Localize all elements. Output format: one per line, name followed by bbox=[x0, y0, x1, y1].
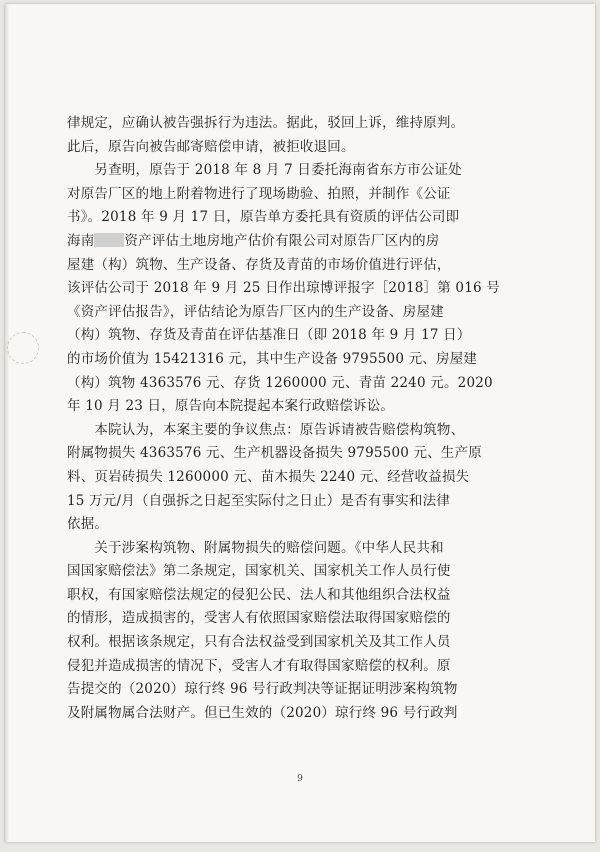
text-line: 书》。2018 年 9 月 17 日，原告单方委托具有资质的评估公司即 bbox=[67, 209, 460, 226]
text-line: （构）筑物 4363576 元、存货 1260000 元、青苗 2240 元。2020 bbox=[67, 374, 493, 391]
text-fragment: 资产评估土地房地产估价有限公司对原告厂区内的房 bbox=[124, 232, 440, 249]
text-line: 附属物损失 4363576 元、生产机器设备损失 9795500 元、生产原 bbox=[67, 445, 483, 462]
margin-stamp-mark bbox=[7, 332, 39, 364]
text-line: 本院认为，本案主要的争议焦点：原告诉请被告赔偿构筑物、 bbox=[67, 421, 465, 438]
text-line: 该评估公司于 2018 年 9 月 25 日作出琼博评报字［2018］第 016 号 bbox=[67, 280, 500, 297]
text-line: 的市场价值为 15421316 元，其中生产设备 9795500 元、房屋建 bbox=[67, 350, 478, 367]
text-line: 关于涉案构筑物、附属物损失的赔偿问题。《中华人民共和 bbox=[67, 539, 444, 556]
text-line: 告提交的（2020）琼行终 96 号行政判决等证据证明涉案构筑物 bbox=[67, 681, 458, 698]
text-line: 另查明，原告于 2018 年 8 月 7 日委托海南省东方市公证处 bbox=[67, 162, 462, 179]
text-line: 此后，原告向被告邮寄赔偿申请，被拒收退回。 bbox=[67, 138, 355, 155]
text-fragment: 海南 bbox=[67, 232, 95, 249]
text-line: 对原告厂区的地上附着物进行了现场勘验、拍照，并制作《公证 bbox=[67, 185, 451, 202]
text-line: 律规定，应确认被告强拆行为违法。据此，驳回上诉，维持原判。 bbox=[67, 115, 465, 131]
text-line: 权利。根据该条规定，只有合法权益受到国家机关及其工作人员 bbox=[67, 634, 451, 651]
text-line: 依据。 bbox=[67, 516, 109, 533]
text-line: （构）筑物、存货及青苗在评估基准日（即 2018 年 9 月 17 日） bbox=[67, 327, 471, 344]
text-line: 国国家赔偿法》第二条规定，国家机关、国家机关工作人员行使 bbox=[67, 563, 451, 580]
text-line: 屋建（构）筑物、生产设备、存货及青苗的市场价值进行评估， bbox=[67, 256, 451, 273]
text-line: 职权，有国家赔偿法规定的侵犯公民、法人和其他组织合法权益 bbox=[67, 586, 451, 603]
text-line: 侵犯并造成损害的情况下，受害人才有取得国家赔偿的权利。原 bbox=[67, 657, 451, 674]
document-page bbox=[5, 4, 595, 842]
page-number: 9 bbox=[297, 774, 303, 784]
text-line: 《资产评估报告》，评估结论为原告厂区内的生产设备、房屋建 bbox=[67, 303, 444, 320]
body-text bbox=[67, 112, 527, 725]
scan-edge-shadow bbox=[5, 4, 9, 842]
text-line-redacted bbox=[67, 230, 527, 254]
redaction-block bbox=[94, 233, 124, 247]
text-line: 15 万元/月（自强拆之日起至实际付之日止）是否有事实和法律 bbox=[67, 492, 451, 509]
text-line: 及附属物属合法财产。但已生效的（2020）琼行终 96 号行政判 bbox=[67, 704, 458, 721]
text-line: 年 10 月 23 日，原告向本院提起本案行政赔偿诉讼。 bbox=[67, 398, 395, 415]
text-line: 的情形，造成损害的，受害人有依照国家赔偿法取得国家赔偿的 bbox=[67, 610, 451, 627]
text-line: 料、页岩砖损失 1260000 元、苗木损失 2240 元、经营收益损失 bbox=[67, 468, 470, 485]
